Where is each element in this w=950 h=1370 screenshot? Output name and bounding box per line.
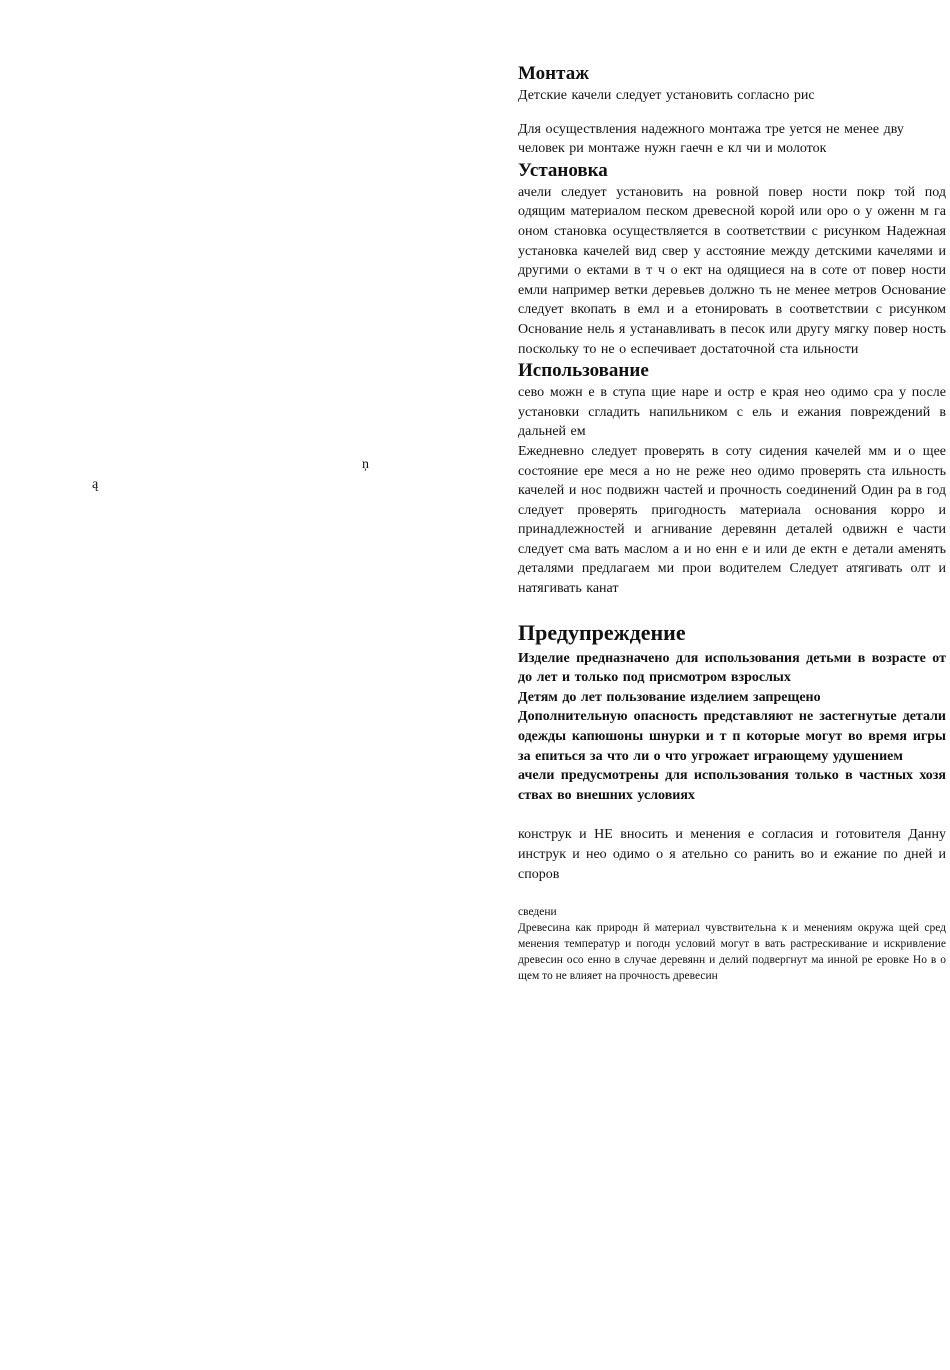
section-title: Монтаж: [518, 63, 589, 84]
stray-mark: ą: [92, 477, 99, 492]
note-paragraph: Древесина как природн й материал чувствительна к и менениям окружа щей сред менения температур и погодн условий могут в вать растрескивание и искривление древесин осо енно в случае деревянн и делий подвергнут ма инной ре еровке Но в о щем то не влияет на прочность древесин: [518, 922, 946, 983]
instructions-column: [518, 62, 946, 984]
paragraph: Детские качели следует установить согласно рис: [518, 88, 815, 103]
warning-paragraph: Детям до лет пользование изделием запрещено: [518, 689, 821, 705]
paragraph: Для осуществления надежного монтажа тре уется не менее дву человек ри монтаже нужн гаечн е кл чи и молоток: [518, 121, 904, 157]
warning-paragraph: Дополнительную опасность представляют не застегнутые детали одежды капюшоны шнурки и т п которые могут во время игры за епиться за что ли о что угрожает играющему удушением: [518, 709, 946, 764]
section-svedeniya: [518, 904, 946, 984]
note-title: сведени: [518, 906, 557, 919]
paragraph: ачели следует установить на ровной повер ности покр той под одящим материалом песком древесной корой или оро о у оженн м га оном становка осуществляется в соответствии с рисунком Надежная установка качелей вид свер у асстояние между детскими качелями и другими о ектами в т ч о ект на одящиеся на в соте от повер ности емли например ветки деревьев должно ть не менее метров Основание следует вкопать в емл и а етонировать в соответствии с рисунком Основание нель я устанавливать в песок или другу мягку повер ность поскольку то не о еспечивает достаточной ста ильности: [518, 184, 946, 357]
stray-mark: ņ: [362, 457, 369, 472]
section-title: Использование: [518, 360, 649, 382]
section-ispolzovanie: [518, 359, 946, 599]
paragraph: сево можн е в ступа щие наре и остр е края нео одимо сра у после установки сгладить напильником с ель и ежания повреждений в дальней ем: [518, 385, 946, 440]
section-montazh: [518, 62, 946, 159]
section-ustanovka: [518, 159, 946, 359]
section-preduprezhdenie: [518, 619, 946, 885]
paragraph: конструк и НЕ вносить и менения е согласия и готовителя Данну инструк и нео одимо о я ательно со ранить во и ежание по дней и споров: [518, 827, 946, 882]
section-title: Предупреждение: [518, 619, 686, 645]
warning-paragraph: Изделие предназначено для использования детьми в возрасте от до лет и только под присмотром взрослых: [518, 650, 946, 686]
paragraph: Ежедневно следует проверять в соту сидения качелей мм и о щее состояние ере меся а но не реже нео одимо проверять ста ильность качелей и нос подвижн частей и прочность соединений Один ра в год следует проверять пригодность материала основания корро и принадлежностей и агнивание деревянн деталей одвижн е части следует сма вать маслом а и но енн е и или де ектн е детали аменять деталями предлагаем ми прои водителем Следует атягивать олт и натягивать канат: [518, 443, 946, 597]
warning-paragraph: ачели предусмотрены для использования только в частных хозя ствах во внешних условиях: [518, 768, 946, 803]
section-title: Установка: [518, 159, 608, 181]
